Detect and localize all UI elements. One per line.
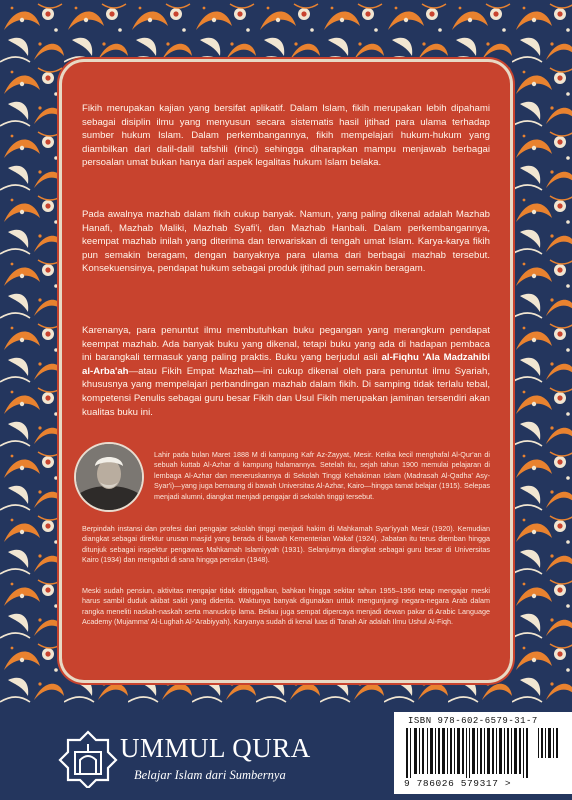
author-bio-1: Lahir pada bulan Maret 1888 M di kampung Kafr Az-Zayyat, Mesir. Ketika kecil menghafal Al-Qur'an di sebuah kuttab Al-Azhar di kampung halamannya. Setelah itu, sejah tahun 1900 memulai pelajaran di lembaga Al-Azhar dan meneruskannya di Sekolah Tinggi Kehakiman Islam (Madrasah Al-Qadha' Asy-Syar'i)—yang juga bernaung di bawah Universitas Al-Azhar, Kairo—hingga tamat belajar (1915). Selepas menjadi alumni, diangkat menjadi pengajar di sekolah tinggi tersebut.: [154, 450, 490, 501]
blurb-paragraph-3-part-a: Karenanya, para penuntut ilmu membutuhkan buku pegangan yang merangkum pendapat keempat mazhab. Ada banyak buku yang dikenal, tetapi buku yang ada di hadapan pembaca ini barangkali termasuk yang paling praktis. Buku yang berjudul asli: [82, 325, 490, 364]
author-bio-3: Meski sudah pensiun, aktivitas mengajar tidak ditinggalkan, bahkan hingga sekitar tahun 1955–1956 tetap mengajar meski harus sambil duduk akibat sakit yang diderita. Waktunya banyak digunakan untuk mengunjungi negara-negara Arab dalam rangka meneliti naskah-naskah serta manuskrip lama. Beliau juga sempat dipercaya menjadi dewan pakar di Arabic Language Academy (Mujamma' Al-Lughah Al-'Arabiyyah). Karyanya sudah di kenal luas di Tanah Air adalah Ilmu Ushul Al-Fiqh.: [82, 586, 490, 627]
publisher-name: UMMUL QURA: [120, 733, 311, 763]
author-bio-2: Berpindah instansi dan profesi dari pengajar sekolah tinggi menjadi hakim di Mahkamah Syar'iyyah Mesir (1920). Kemudian diangkat sebagai direktur urusan masjid yang berada di bawah Kementerian Wakaf (1924). Jabatan itu terus diemban hingga ditunjuk sebagai inspektur pengawas Mahkamah Islamiyyah (1931). Selanjutnya diangkat sebagai guru besar di Universitas Kairo (1934) dan mengabdi di sana hingga pensiun (1948).: [82, 524, 490, 565]
mosque-emblem-icon: [58, 728, 118, 788]
blurb-panel: [62, 62, 510, 680]
book-original-title: al-Fiqhu 'Ala Madzahibi al-Arba'ah: [82, 352, 490, 377]
blurb-paragraph-1: Fikih merupakan kajian yang bersifat aplikatif. Dalam Islam, fikih merupakan lebih dipahami sebagai disiplin ilmu yang menyusun secara sistematis hasil ijtihad para ulama terhadap sumber hukum Islam. Dalam perkembangannya, fikih mempelajari hukum-hukum yang diambilkan dari dalil-dalil tafshili (rinci) sehingga diharapkan mampu menjawab berbagai persoalan umat bukan hanya dari aspek legalitas hukum Islam belaka.: [82, 103, 490, 169]
blurb-paragraph-2: Pada awalnya mazhab dalam fikih cukup banyak. Namun, yang paling dikenal adalah Mazhab Hanafi, Mazhab Maliki, Mazhab Syafi'i, dan Mazhab Hanbali. Dalam perkembangannya, keempat mazhab inilah yang diterima dan terwariskan di tengah umat Islam. Karya-karya fikih pun semakin beragam, dengan banyaknya para ulama dari berbagai mazhab tersebut. Konsekuensinya, pendapat hukum sebagai produk ijtihad pun semakin beragam.: [82, 209, 490, 275]
blurb-paragraph-3-part-b: —atau Fikih Empat Mazhab—ini cukup dikenal oleh para penuntut ilmu Syariah, khususnya yang mempelajari perbandingan mazhab dalam fikih. Di samping tidak terlalu tebal, kompetensi Penulis sebagai guru besar Fikih dan Usul Fikih merupakan jaminan tersendiri akan kualitas buku ini.: [82, 365, 490, 418]
publisher-tagline: Belajar Islam dari Sumbernya: [134, 768, 286, 782]
author-portrait: [76, 444, 142, 510]
blurb-paragraph-3: [82, 324, 490, 419]
isbn-label: ISBN 978-602-6579-31-7: [408, 716, 538, 726]
barcode-digits: 9 786026 579317 >: [404, 778, 512, 789]
